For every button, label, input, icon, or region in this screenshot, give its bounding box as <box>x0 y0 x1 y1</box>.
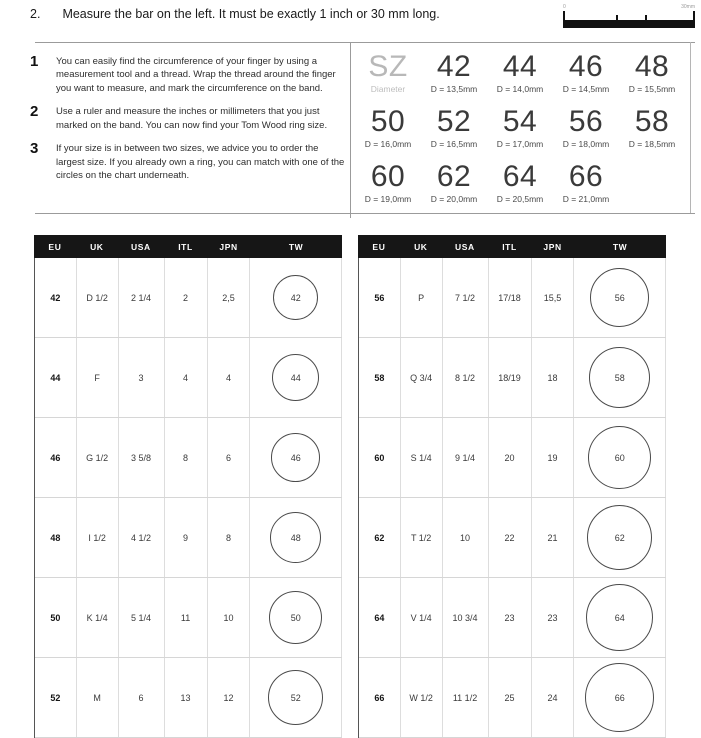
size-value: 52 <box>436 105 472 138</box>
cell-eu: 56 <box>359 258 401 337</box>
table-row-66 <box>359 658 666 738</box>
center-divider-line <box>350 42 351 218</box>
size-diameter: D = 15,5mm <box>628 84 676 94</box>
size-value: 46 <box>568 50 604 83</box>
table-row-48 <box>35 498 342 578</box>
size-cell-48 <box>619 51 685 101</box>
cell-tw <box>250 658 341 737</box>
cell-jpn: 6 <box>208 418 251 497</box>
ring-size-label: 60 <box>614 452 625 463</box>
size-grid-title: SZ <box>368 50 408 83</box>
size-grid-subtitle: Diameter <box>370 84 406 94</box>
ring-circle <box>269 591 322 644</box>
cell-usa: 9 1/4 <box>443 418 489 497</box>
size-cell-66 <box>553 161 619 211</box>
ring-circle <box>272 354 319 401</box>
instruction-text: You can easily find the circumference of your finger by using a measurement tool and a thread. Wrap the thread around the finger you want to measure, and mark the circumference on the band. <box>56 56 336 94</box>
column-header-itl: ITL <box>502 241 517 252</box>
size-diameter: D = 19,0mm <box>364 194 412 204</box>
ruler-tick <box>563 11 565 20</box>
conversion-table-right <box>358 235 666 738</box>
size-value: 44 <box>502 50 538 83</box>
size-cell-60 <box>355 161 421 211</box>
cell-uk: V 1/4 <box>401 578 443 657</box>
conversion-tables <box>34 235 666 738</box>
size-value: 60 <box>370 160 406 193</box>
instruction-text: Use a ruler and measure the inches or millimeters that you just marked on the band. You can now find your Tom Wood ring size. <box>56 106 328 131</box>
cell-usa: 10 <box>443 498 489 577</box>
table-row-50 <box>35 578 342 658</box>
size-cell-44 <box>487 51 553 101</box>
size-value: 48 <box>634 50 670 83</box>
column-header-uk: UK <box>90 241 104 252</box>
ring-size-label: 58 <box>614 372 625 383</box>
size-value: 50 <box>370 105 406 138</box>
cell-tw <box>250 578 341 657</box>
size-diameter: D = 20,5mm <box>496 194 544 204</box>
table-row-62 <box>359 498 666 578</box>
cell-tw <box>574 418 665 497</box>
column-header-tw: TW <box>612 241 628 252</box>
ring-size-label: 42 <box>290 292 301 303</box>
cell-eu: 66 <box>359 658 401 737</box>
cell-jpn: 23 <box>532 578 575 657</box>
cell-uk: F <box>77 338 119 417</box>
cell-itl: 20 <box>489 418 532 497</box>
size-diameter: D = 16,5mm <box>430 139 478 149</box>
ring-size-label: 64 <box>614 612 625 623</box>
ring-circle <box>585 663 654 732</box>
ring-circle <box>273 275 318 320</box>
cell-usa: 8 1/2 <box>443 338 489 417</box>
cell-uk: W 1/2 <box>401 658 443 737</box>
size-diameter: D = 13,5mm <box>430 84 478 94</box>
cell-eu: 50 <box>35 578 77 657</box>
cell-uk: M <box>77 658 119 737</box>
size-diameter: D = 14,5mm <box>562 84 610 94</box>
size-value: 64 <box>502 160 538 193</box>
ring-size-label: 46 <box>290 452 301 463</box>
ring-size-label: 50 <box>290 612 301 623</box>
instructions-list <box>0 42 350 213</box>
instruction-item-3 <box>30 142 350 182</box>
cell-usa: 4 1/2 <box>119 498 165 577</box>
cell-itl: 13 <box>165 658 208 737</box>
column-header-jpn: JPN <box>543 241 562 252</box>
instruction-number: 3 <box>30 140 39 158</box>
cell-usa: 7 1/2 <box>443 258 489 337</box>
instruction-text: If your size is in between two sizes, we advice you to order the largest size. If you already own a ring, you can match with one of the circles on the chart underneath. <box>56 143 345 182</box>
cell-jpn: 24 <box>532 658 575 737</box>
cell-tw <box>250 498 341 577</box>
ring-circle <box>271 433 320 482</box>
ring-size-label: 62 <box>614 532 625 543</box>
conversion-table-left <box>34 235 342 738</box>
size-cell-42 <box>421 51 487 101</box>
table-header <box>358 235 666 258</box>
cell-jpn: 21 <box>532 498 575 577</box>
size-diameter-grid <box>355 42 685 213</box>
cell-tw <box>574 658 665 737</box>
table-row-42 <box>35 258 342 338</box>
ruler-bar <box>563 20 695 28</box>
cell-usa: 10 3/4 <box>443 578 489 657</box>
size-diameter: D = 18,0mm <box>562 139 610 149</box>
ring-circle <box>589 347 650 408</box>
table-row-60 <box>359 418 666 498</box>
size-diameter: D = 17,0mm <box>496 139 544 149</box>
size-cell-50 <box>355 106 421 156</box>
cell-jpn: 12 <box>208 658 251 737</box>
table-row-58 <box>359 338 666 418</box>
instruction-number: 1 <box>30 53 39 70</box>
column-header-tw: TW <box>288 241 304 252</box>
cell-eu: 62 <box>359 498 401 577</box>
size-diameter: D = 14,0mm <box>496 84 544 94</box>
cell-itl: 8 <box>165 418 208 497</box>
cell-uk: S 1/4 <box>401 418 443 497</box>
size-value: 42 <box>436 50 472 83</box>
cell-usa: 3 <box>119 338 165 417</box>
table-row-64 <box>359 578 666 658</box>
table-row-52 <box>35 658 342 738</box>
cell-eu: 44 <box>35 338 77 417</box>
instruction-item-1 <box>30 55 350 95</box>
cell-uk: D 1/2 <box>77 258 119 337</box>
cell-usa: 3 5/8 <box>119 418 165 497</box>
ring-circle <box>587 505 652 570</box>
cell-eu: 48 <box>35 498 77 577</box>
cell-uk: P <box>401 258 443 337</box>
cell-itl: 25 <box>489 658 532 737</box>
size-cell-46 <box>553 51 619 101</box>
column-header-eu: EU <box>372 241 386 252</box>
size-value: 56 <box>568 105 604 138</box>
size-value: 54 <box>502 105 538 138</box>
size-diameter: D = 20,0mm <box>430 194 478 204</box>
step-text: Measure the bar on the left. It must be exactly 1 inch or 30 mm long. <box>62 7 440 21</box>
cell-jpn: 4 <box>208 338 251 417</box>
cell-itl: 22 <box>489 498 532 577</box>
size-value: 58 <box>634 105 670 138</box>
table-row-56 <box>359 258 666 338</box>
cell-eu: 46 <box>35 418 77 497</box>
cell-itl: 23 <box>489 578 532 657</box>
cell-itl: 2 <box>165 258 208 337</box>
column-header-eu: EU <box>48 241 62 252</box>
cell-eu: 64 <box>359 578 401 657</box>
cell-tw <box>250 258 341 337</box>
cell-uk: Q 3/4 <box>401 338 443 417</box>
size-cell-52 <box>421 106 487 156</box>
instruction-item-2 <box>30 105 350 132</box>
cell-tw <box>574 258 665 337</box>
cell-itl: 17/18 <box>489 258 532 337</box>
cell-usa: 2 1/4 <box>119 258 165 337</box>
cell-itl: 11 <box>165 578 208 657</box>
cell-tw <box>250 418 341 497</box>
step-number: 2. <box>30 7 41 21</box>
table-body <box>34 258 342 738</box>
instruction-number: 2 <box>30 103 39 121</box>
ring-size-label: 44 <box>290 372 301 383</box>
cell-jpn: 8 <box>208 498 251 577</box>
ring-circle <box>588 426 651 489</box>
ring-size-label: 56 <box>614 292 625 303</box>
cell-eu: 52 <box>35 658 77 737</box>
column-header-uk: UK <box>414 241 428 252</box>
size-cell-62 <box>421 161 487 211</box>
ring-circle <box>270 512 321 563</box>
cell-jpn: 2,5 <box>208 258 251 337</box>
cell-uk: K 1/4 <box>77 578 119 657</box>
cell-tw <box>574 498 665 577</box>
cell-eu: 42 <box>35 258 77 337</box>
bottom-divider-line <box>35 213 695 214</box>
column-header-usa: USA <box>454 241 475 252</box>
cell-tw <box>250 338 341 417</box>
cell-jpn: 15,5 <box>532 258 575 337</box>
size-value: 62 <box>436 160 472 193</box>
size-diameter: D = 18,5mm <box>628 139 676 149</box>
size-grid-header <box>355 51 421 101</box>
cell-jpn: 19 <box>532 418 575 497</box>
size-cell-64 <box>487 161 553 211</box>
size-diameter: D = 16,0mm <box>364 139 412 149</box>
table-body <box>358 258 666 738</box>
ring-size-label: 66 <box>614 692 625 703</box>
cell-uk: T 1/2 <box>401 498 443 577</box>
cell-eu: 60 <box>359 418 401 497</box>
cell-jpn: 10 <box>208 578 251 657</box>
ruler-labels <box>563 4 695 10</box>
cell-usa: 11 1/2 <box>443 658 489 737</box>
ring-circle <box>586 584 653 651</box>
column-header-usa: USA <box>130 241 151 252</box>
table-header <box>34 235 342 258</box>
size-cell-58 <box>619 106 685 156</box>
ring-circle <box>268 670 323 725</box>
cell-tw <box>574 578 665 657</box>
right-divider-line <box>690 42 691 213</box>
cell-itl: 9 <box>165 498 208 577</box>
step-2-row <box>30 4 697 28</box>
ring-size-label: 52 <box>290 692 301 703</box>
cell-eu: 58 <box>359 338 401 417</box>
size-cell-56 <box>553 106 619 156</box>
cell-usa: 5 1/4 <box>119 578 165 657</box>
step-2 <box>30 4 440 21</box>
size-diameter: D = 21,0mm <box>562 194 610 204</box>
cell-itl: 18/19 <box>489 338 532 417</box>
ruler-30mm-label: 30mm <box>681 4 695 10</box>
cell-uk: G 1/2 <box>77 418 119 497</box>
cell-tw <box>574 338 665 417</box>
column-header-itl: ITL <box>178 241 193 252</box>
size-cell-54 <box>487 106 553 156</box>
table-row-44 <box>35 338 342 418</box>
cell-itl: 4 <box>165 338 208 417</box>
ruler-tick <box>693 11 695 20</box>
table-row-46 <box>35 418 342 498</box>
ring-size-label: 48 <box>290 532 301 543</box>
cell-uk: I 1/2 <box>77 498 119 577</box>
cell-jpn: 18 <box>532 338 575 417</box>
size-value: 66 <box>568 160 604 193</box>
cell-usa: 6 <box>119 658 165 737</box>
ruler-zero-label: 0 <box>563 4 566 10</box>
ring-circle <box>590 268 649 327</box>
measure-ruler <box>563 4 695 28</box>
column-header-jpn: JPN <box>219 241 238 252</box>
